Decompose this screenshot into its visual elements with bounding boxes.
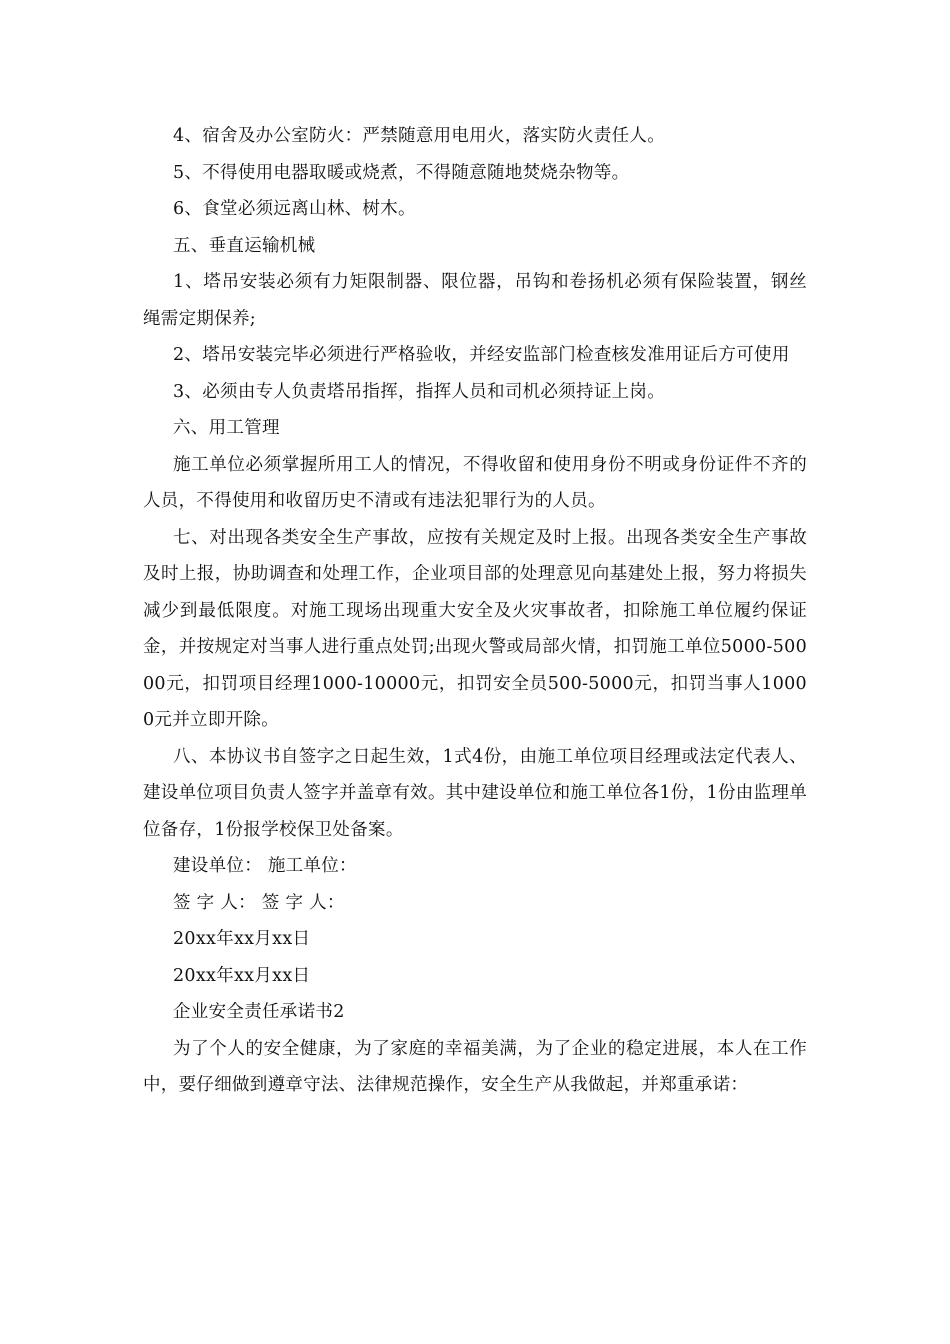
date-line-1: 20xx年xx月xx日 [173,929,311,949]
signature-units-line: 建设单位： 施工单位： [173,856,357,876]
section-heading-labor-management: 六、用工管理 [173,418,280,438]
document-subtitle: 企业安全责任承诺书2 [173,1002,345,1022]
paragraph-crane-acceptance: 2、塔吊安装完毕必须进行严格验收，并经安监部门检查核发准用证后方可使用 [173,345,790,365]
paragraph-worker-identity: 施工单位必须掌握所用工人的情况，不得收留和使用身份不明或身份证件不齐的人员，不得使用和收留历史不清或有违法犯罪行为的人员。 [143,454,807,511]
document-body [143,118,807,1104]
date-line-2: 20xx年xx月xx日 [173,965,311,986]
paragraph-crane-installation: 1、塔吊安装必须有力矩限制器、限位器，吊钩和卷扬机必须有保险装置，钢丝绳需定期保养; [143,272,807,329]
signatory-line: 签 字 人： 签 字 人： [173,892,345,913]
paragraph-agreement-effect: 八、本协议书自签字之日起生效，1式4份，由施工单位项目经理或法定代表人、建设单位项目负责人签字并盖章有效。其中建设单位和施工单位各1份，1份由监理单位备存，1份报学校保卫处备案。 [143,746,807,840]
paragraph-crane-operator: 3、必须由专人负责塔吊指挥，指挥人员和司机必须持证上岗。 [173,381,666,402]
section-heading-vertical-transport: 五、垂直运输机械 [173,235,316,256]
paragraph-fire-safety-dormitory: 4、宿舍及办公室防火：严禁随意用电用火，落实防火责任人。 [173,126,666,146]
paragraph-accident-reporting: 七、对出现各类安全生产事故，应按有关规定及时上报。出现各类安全生产事故及时上报，协助调查和处理工作，企业项目部的处理意见向基建处上报，努力将损失减少到最低限度。对施工现场出现重大安全及火灾事故者，扣除施工单位履约保证金，并按规定对当事人进行重点处罚;出现火警或局部火情，扣罚施工单位5000-50000元，扣罚项目经理1000-10000元，扣罚安全员500-5000元，扣罚当事人10000元并立即开除。 [143,527,807,730]
paragraph-canteen-location: 6、食堂必须远离山林、树木。 [173,199,416,219]
paragraph-commitment-intro: 为了个人的安全健康，为了家庭的幸福美满，为了企业的稳定进展，本人在工作中，要仔细做到遵章守法、法律规范操作，安全生产从我做起，并郑重承诺： [143,1038,807,1095]
paragraph-no-electric-heating: 5、不得使用电器取暖或烧煮，不得随意随地焚烧杂物等。 [173,162,630,183]
